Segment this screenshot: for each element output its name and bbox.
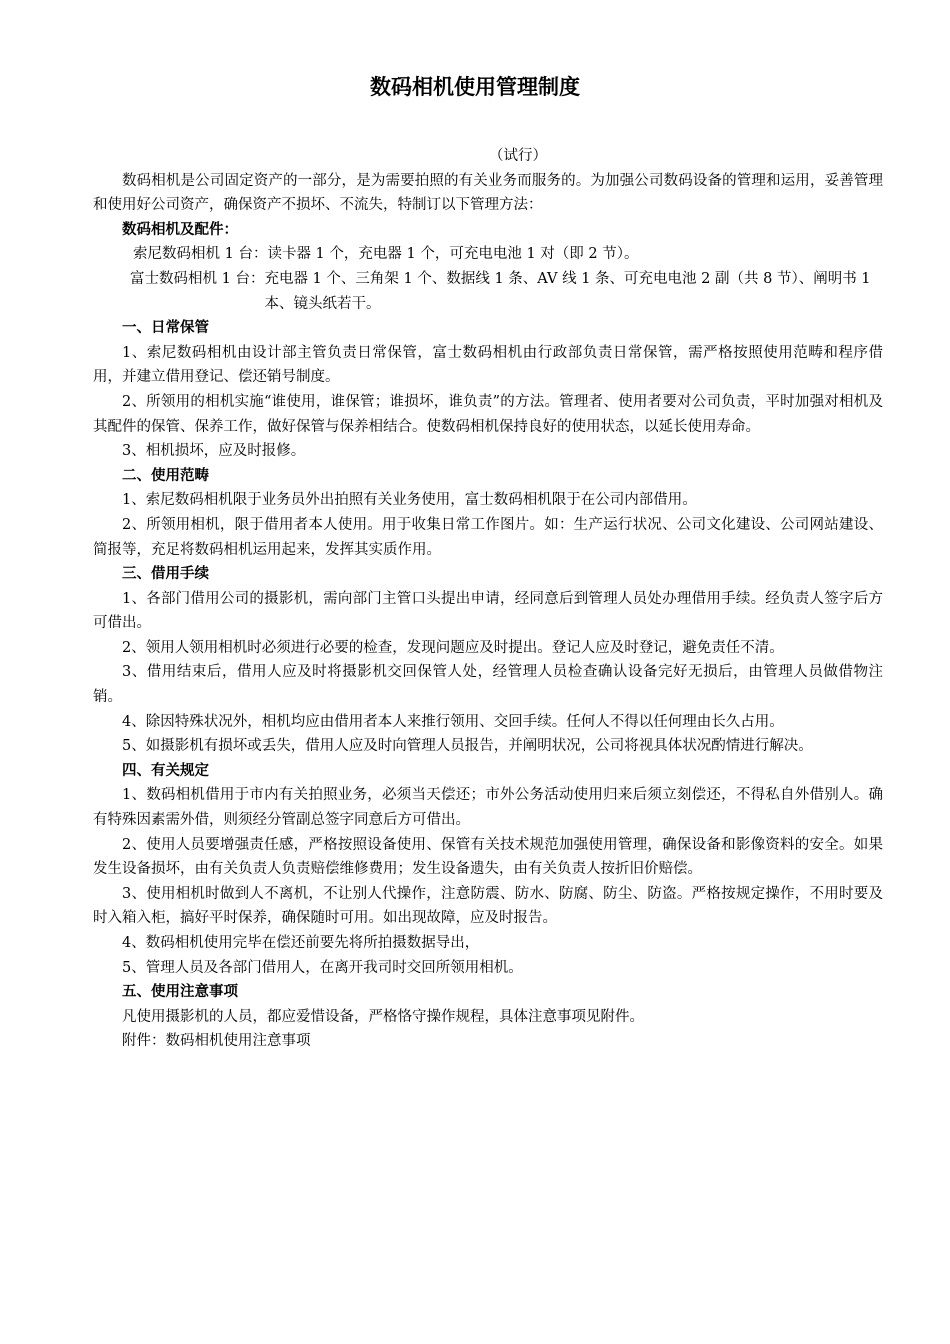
section-paragraph: 2、所领用相机，限于借用者本人使用。用于收集日常工作图片。如：生产运行状况、公司文化建设、公司网站建设、简报等，充足将数码相机运用起来，发挥其实质作用。 [93,516,883,558]
section-paragraph: 5、如摄影机有损坏或丢失，借用人应及时向管理人员报告，并阐明状况，公司将视具体状况酌情进行解决。 [122,738,813,755]
section-paragraph: 4、除因特殊状况外，相机均应由借用者本人来推行领用、交回手续。任何人不得以任何理由长久占用。 [122,713,784,730]
section-paragraph: 3、相机损坏，应及时报修。 [122,443,306,460]
accessory-fuji [93,267,883,316]
section-paragraph: 1、各部门借用公司的摄影机，需向部门主管口头提出申请，经同意后到管理人员处办理借用手续。经负责人签字后方可借出。 [93,590,883,632]
section-paragraph: 2、所领用的相机实施“谁使用，谁保管；谁损坏，谁负责”的方法。管理者、使用者要对公司负责，平时加强对相机及其配件的保管、保养工作，做好保管与保养相结合。使数码相机保持良好的使用状态，以延长使用寿命。 [93,393,883,435]
accessory-sony [93,242,883,267]
document-title: 数码相机使用管理制度 [370,75,580,99]
accessory-fuji-text: 充电器 1 个、三角架 1 个、数据线 1 条、AV 线 1 条、可充电电池 2 副（共 8 节）、阐明书 1 本、镜头纸若干。 [264,270,871,312]
attachment-note: 附件：数码相机使用注意事项 [122,1033,311,1050]
section-paragraph: 2、领用人领用相机时必须进行必要的检查，发现问题应及时提出。登记人应及时登记，避免责任不清。 [122,639,784,656]
section-heading: 五、使用注意事项 [122,984,238,1001]
accessory-fuji-label: 富士数码相机 1 台： [130,270,265,287]
accessory-sony-label: 索尼数码相机 1 台： [133,246,268,263]
section-paragraph: 5、管理人员及各部门借用人，在离开我司时交回所领用相机。 [122,959,523,976]
accessories-heading: 数码相机及配件： [122,221,238,238]
document-subtitle: （试行） [489,148,547,164]
section-paragraph: 凡使用摄影机的人员，都应爱惜设备，严格恪守操作规程，具体注意事项见附件。 [122,1008,644,1025]
section-paragraph: 1、索尼数码相机由设计部主管负责日常保管，富士数码相机由行政部负责日常保管，需严格按照使用范畴和程序借用，并建立借用登记、偿还销号制度。 [93,344,883,386]
accessory-sony-text: 读卡器 1 个，充电器 1 个，可充电电池 1 对（即 2 节）。 [267,246,639,263]
section-paragraph: 2、使用人员要增强责任感，严格按照设备使用、保管有关技术规范加强使用管理，确保设备和影像资料的安全。如果发生设备损坏，由有关负责人负责赔偿维修费用；发生设备遗失，由有关负责人按折旧价赔偿。 [93,836,883,878]
section-heading: 二、使用范畴 [122,467,209,484]
section-heading: 一、日常保管 [122,320,209,337]
section-paragraph: 3、借用结束后，借用人应及时将摄影机交回保管人处，经管理人员检查确认设备完好无损后，由管理人员做借物注销。 [93,664,883,706]
section-paragraph: 1、数码相机借用于市内有关拍照业务，必须当天偿还；市外公务活动使用归来后须立刻偿还，不得私自外借别人。确有特殊因素需外借，则须经分管副总签字同意后方可借出。 [93,787,883,829]
section-paragraph: 1、索尼数码相机限于业务员外出拍照有关业务使用，富士数码相机限于在公司内部借用。 [122,492,697,509]
section-paragraph: 4、数码相机使用完毕在偿还前要先将所拍摄数据导出， [122,935,480,951]
section-paragraph: 3、使用相机时做到人不离机，不让别人代操作，注意防震、防水、防腐、防尘、防盗。严格按规定操作，不用时要及时入箱入柜，搞好平时保养，确保随时可用。如出现故障，应及时报告。 [93,885,883,927]
document-body [93,144,883,1054]
section-heading: 三、借用手续 [122,566,209,583]
section-heading: 四、有关规定 [122,762,209,779]
intro-paragraph: 数码相机是公司固定资产的一部分，是为需要拍照的有关业务而服务的。为加强公司数码设备的管理和运用，妥善管理和使用好公司资产，确保资产不损坏、不流失，特制订以下管理方法： [93,172,883,214]
